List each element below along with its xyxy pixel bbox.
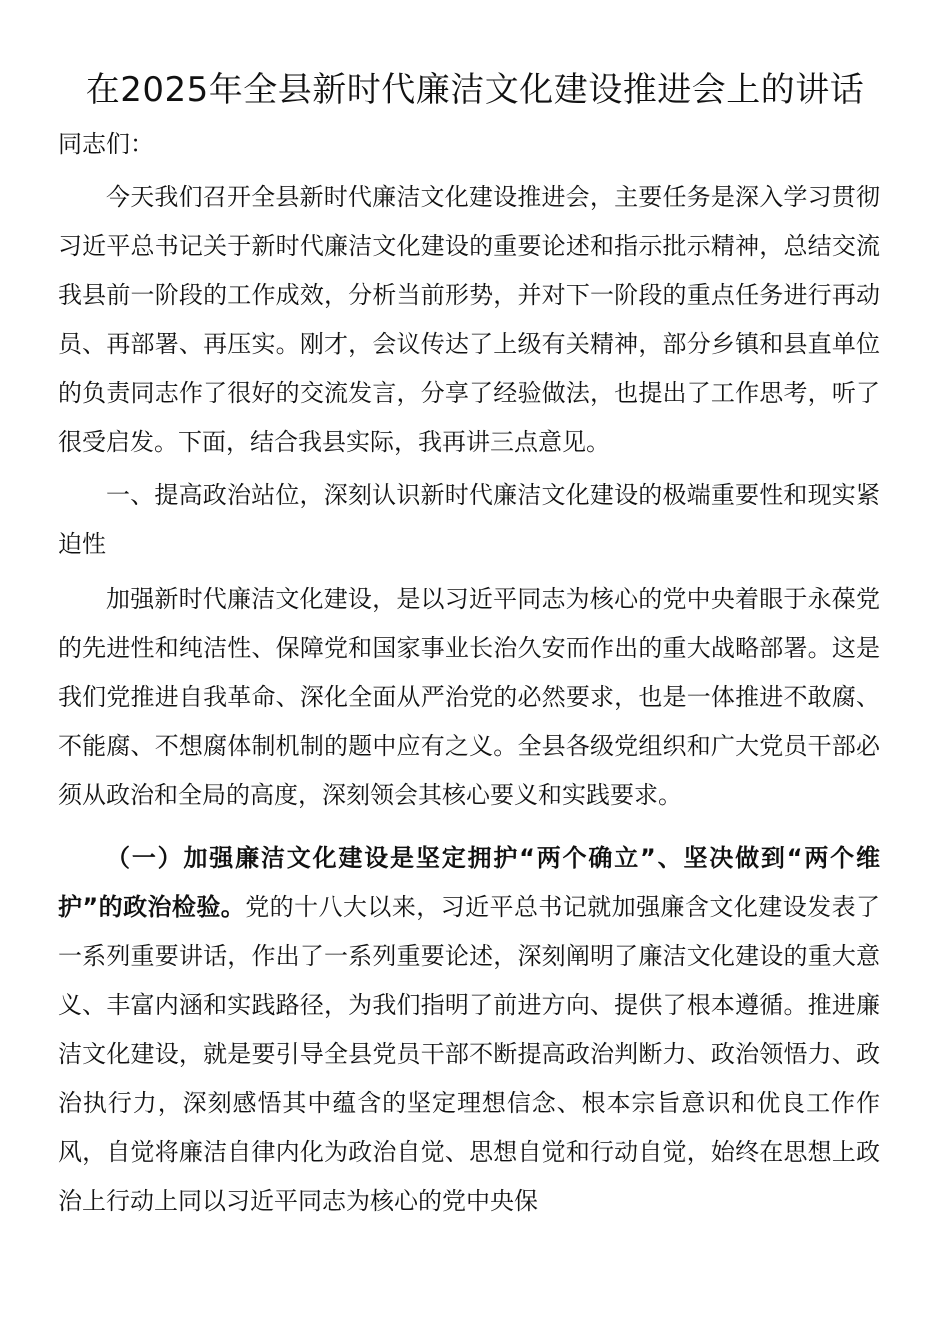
- document-body: [58, 120, 880, 1226]
- intro-paragraph: 今天我们召开全县新时代廉洁文化建设推进会，主要任务是深入学习贯彻习近平总书记关于新时代廉洁文化建设的重要论述和指示批示精神，总结交流我县前一阶段的工作成效，分析当前形势，并对下一阶段的重点任务进行再动员、再部署、再压实。刚才，会议传达了上级有关精神，部分乡镇和县直单位的负责同志作了很好的交流发言，分享了经验做法，也提出了工作思考，听了很受启发。下面，结合我县实际，我再讲三点意见。: [58, 183, 880, 456]
- subsection-one-body-text: 党的十八大以来，习近平总书记就加强廉含文化建设发表了一系列重要讲话，作出了一系列重要论述，深刻阐明了廉洁文化建设的重大意义、丰富内涵和实践路径，为我们指明了前进方向、提供了根本遵循。推进廉洁文化建设，就是要引导全县党员干部不断提高政治判断力、政治领悟力、政治执行力，深刻感悟其中蕴含的坚定理想信念、根本宗旨意识和优良工作作风，自觉将廉洁自律内化为政治自觉、思想自觉和行动自觉，始终在思想上政治上行动上同以习近平同志为核心的党中央保: [58, 893, 881, 1215]
- salutation: 同志们：: [58, 130, 154, 158]
- document-title: 在2025年全县新时代廉洁文化建设推进会上的讲话: [85, 70, 865, 110]
- section-one-paragraph: 加强新时代廉洁文化建设，是以习近平同志为核心的党中央着眼于永葆党的先进性和纯洁性、保障党和国家事业长治久安而作出的重大战略部署。这是我们党推进自我革命、深化全面从严治党的必然要求，也是一体推进不敢腐、不能腐、不想腐体制机制的题中应有之义。全县各级党组织和广大党员干部必须从政治和全局的高度，深刻领会其核心要义和实践要求。: [58, 585, 880, 809]
- subsection-one-paragraph: [58, 834, 880, 1226]
- section-one-heading: 一、提高政治站位，深刻认识新时代廉洁文化建设的极端重要性和现实紧迫性: [58, 481, 880, 558]
- subsection-one-bold-heading: （一）加强廉洁文化建设是坚定拥护“两个确立”、坚决做到“两个维护”的政治检验。: [58, 844, 880, 921]
